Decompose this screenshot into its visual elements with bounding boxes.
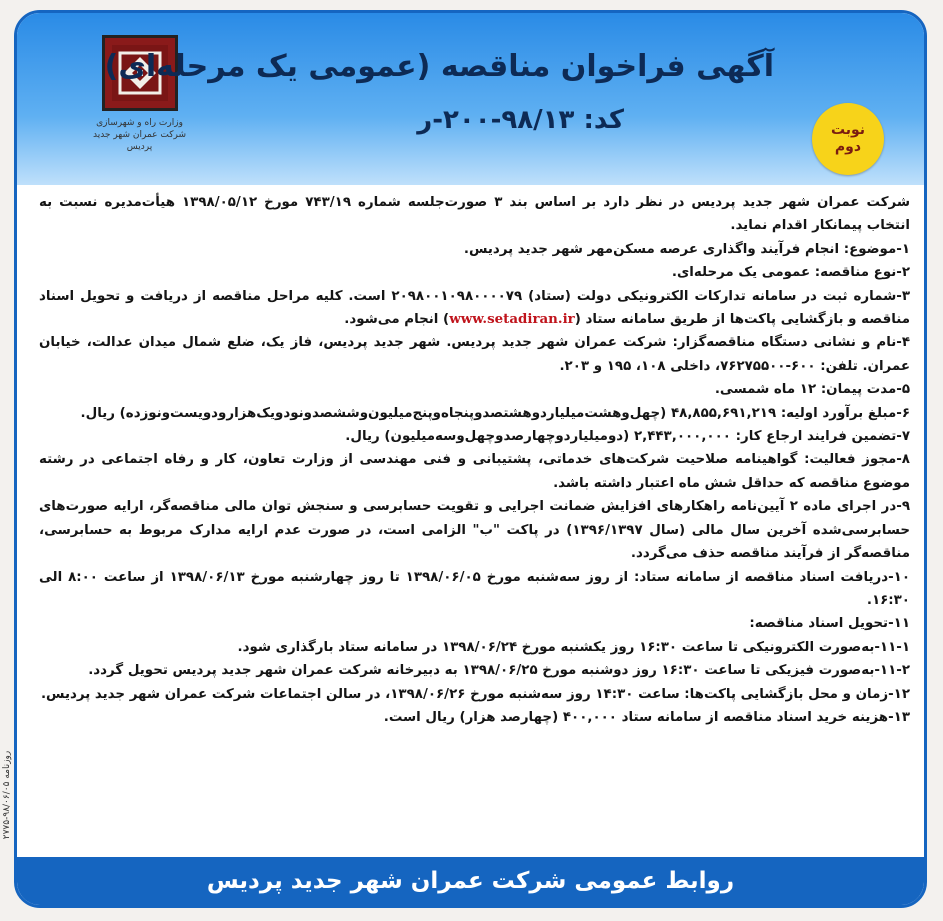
- item-1-label: ۱-موضوع:: [843, 241, 910, 257]
- item-4: [39, 331, 910, 378]
- notice-footer: روابط عمومی شرکت عمران شهر جدید پردیس: [17, 857, 924, 905]
- notice-code: کد: ۹۸/۱۳-۲۰۰-ر: [417, 105, 624, 135]
- intro-paragraph: [39, 191, 910, 238]
- intro-lead: شرکت عمران شهر جدید پردیس: [691, 195, 910, 210]
- notice-title: آگهی فراخوان مناقصه (عمومی یک مرحله‌ای): [104, 49, 774, 84]
- logo-caption: [92, 117, 187, 153]
- item-4-text: شرکت عمران شهر جدید پردیس. شهر جدید پردیس، فاز یک، ضلع شمال میدان عدالت، خیابان عمران. تلفن: ۶۰۰-۷۶۲۷۵۵۰۰، داخلی ۱۰۸، ۱۹۵ و ۲۰۳.: [39, 335, 910, 374]
- badge-line1: نوبت: [830, 122, 866, 138]
- item-3: [39, 285, 910, 332]
- item-13: ۱۳-هزینه خرید اسناد مناقصه از سامانه ستاد ۴۰۰,۰۰۰ (چهارصد هزار) ریال است.: [383, 709, 910, 725]
- item-10: [39, 566, 910, 613]
- item-7-text: ۲,۴۴۳,۰۰۰,۰۰۰ (دومیلیاردوچهارصدوچهل‌وسه‌میلیون) ریال.: [345, 429, 736, 445]
- notice-header: [17, 13, 924, 185]
- item-8: [39, 448, 910, 495]
- item-8-text: گواهینامه صلاحیت شرکت‌های خدماتی، پشتیبانی و فنی مهندسی از وزارت تعاون، کار و رفاه اجتماعی در رشته موضوع مناقصه که حداقل شش ماه اعتبار داشته باشد.: [39, 452, 910, 491]
- item-11-1: ۱۱-۱-به‌صورت الکترونیکی تا ساعت ۱۶:۳۰ روز یکشنبه مورخ ۱۳۹۸/۰۶/۲۴ در سامانه ستاد بارگذاری شود.: [237, 639, 910, 655]
- item-6-text: ۴۸,۸۵۵,۶۹۱,۲۱۹ (چهل‌وهشت‌میلیارد‌و‌هشتصدوپنجاه‌وپنج‌میلیون‌و‌ششصدونودویک‌هزار‌و‌دویست‌ونوزده) ریال.: [80, 405, 781, 421]
- item-6: [39, 402, 910, 425]
- side-note: [0, 680, 14, 920]
- item-2-text: عمومی یک مرحله‌ای.: [671, 265, 815, 281]
- item-11: [39, 612, 910, 635]
- side-note-text: روزنامه ۹۸/۰۶/۰۵-۲۷۷۵: [2, 750, 12, 840]
- item-4-label: ۴-نام و نشانی دستگاه مناقصه‌گزار:: [672, 335, 910, 351]
- item-3-text-a: ۳-شماره ثبت در سامانه تدارکات الکترونیکی دولت (ستاد) ۲۰۹۸۰۰۱۰۹۸۰۰۰۰۷۹ است. کلیه مراحل مناقصه از دریافت و تحویل اسناد مناقصه و بازگشایی پاکت‌ها از طریق سامانه ستاد (: [39, 288, 910, 328]
- item-2: [39, 261, 910, 284]
- notice-body: [39, 191, 910, 729]
- item-10-label: ۱۰-دریافت اسناد مناقصه از سامانه ستاد:: [634, 569, 911, 585]
- item-12: [39, 683, 910, 706]
- item-1: [39, 238, 910, 261]
- item-7: [39, 425, 910, 448]
- item-8-label: ۸-مجوز فعالیت:: [804, 452, 910, 468]
- item-5: ۵-مدت پیمان: ۱۲ ماه شمسی.: [714, 382, 910, 398]
- item-12-label: ۱۲-زمان و محل بازگشایی پاکت‌ها:: [684, 686, 910, 702]
- round-badge: [812, 103, 884, 175]
- item-12-text: ساعت ۱۴:۳۰ روز سه‌شنبه مورخ ۱۳۹۸/۰۶/۲۶، در سالن اجتماعات شرکت عمران شهر جدید پردیس.: [40, 686, 685, 702]
- item-11-label: ۱۱-تحویل اسناد مناقصه:: [749, 616, 910, 632]
- item-10-text: از روز سه‌شنبه مورخ ۱۳۹۸/۰۶/۰۵ تا روز چهارشنبه مورخ ۱۳۹۸/۰۶/۱۳ از ساعت ۸:۰۰ الی ۱۶:۳۰.: [39, 569, 910, 608]
- item-7-label: ۷-تضمین فرایند ارجاع کار:: [735, 429, 910, 445]
- badge-line2: دوم: [834, 139, 862, 155]
- item-1-text: انجام فرآیند واگذاری عرصه مسکن‌مهر شهر جدید پردیس.: [463, 241, 844, 257]
- item-11-2: ۱۱-۲-به‌صورت فیزیکی تا ساعت ۱۶:۳۰ روز دوشنبه مورخ ۱۳۹۸/۰۶/۲۵ به دبیرخانه شرکت عمران شهر جدید پردیس تحویل گردد.: [88, 663, 910, 679]
- notice-frame: [14, 10, 927, 908]
- item-2-label: ۲-نوع مناقصه:: [814, 265, 910, 281]
- item-3-text-b: ) انجام می‌شود.: [344, 312, 450, 328]
- item-6-label: ۶-مبلغ برآورد اولیه:: [780, 405, 910, 421]
- intro-rest: در نظر دارد بر اساس بند ۳ صورت‌جلسه شماره ۷۴۳/۱۹ مورخ ۱۳۹۸/۰۵/۱۲ هیأت‌مدیره نسبت به انتخاب پیمانکار اقدام نماید.: [39, 195, 910, 234]
- logo-caption-line2: شرکت عمران شهر جدید پردیس: [92, 130, 187, 152]
- setad-url: www.setadiran.ir: [449, 311, 575, 328]
- logo-caption-line1: وزارت راه و شهرسازی: [96, 118, 183, 128]
- item-9: ۹-در اجرای ماده ۲ آیین‌نامه راهکارهای افزایش ضمانت اجرایی و تقویت حسابرسی و سنجش توان مالی مناقصه‌گر، ارایه صورت‌های حسابرسی‌شده آخرین سال مالی (سال ۱۳۹۶/۱۳۹۷) در پاکت "ب" الزامی است، در صورت عدم ارایه مدارک مربوط به حسابرسی، مناقصه‌گر از فرآیند مناقصه حذف می‌گردد.: [39, 499, 910, 562]
